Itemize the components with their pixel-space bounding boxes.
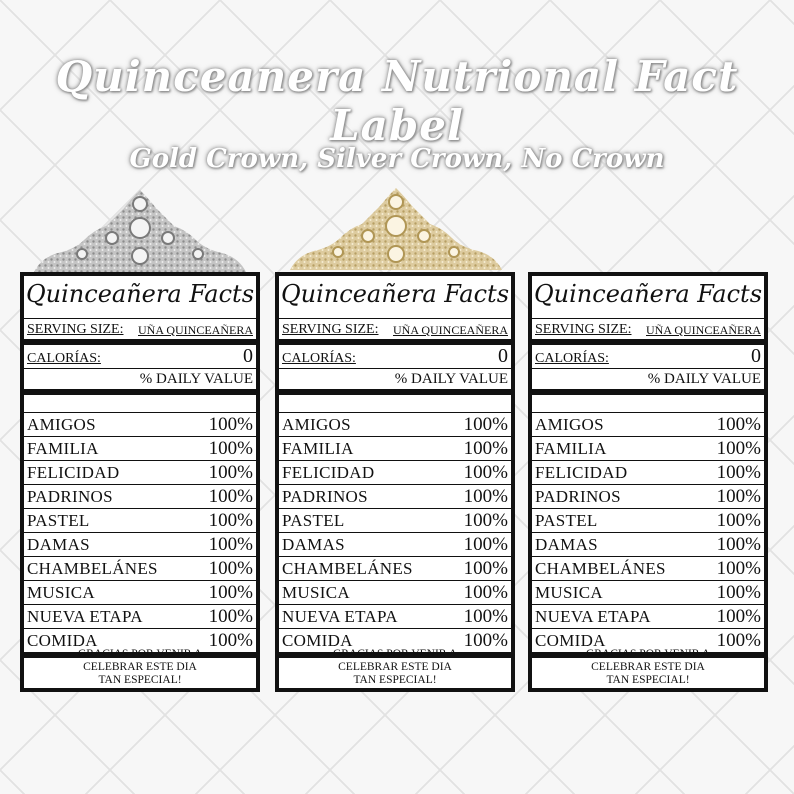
gold-crown-icon xyxy=(288,186,504,272)
page-subheading: Gold Crown, Silver Crown, No Crown xyxy=(129,144,665,174)
nutrient-row xyxy=(532,533,764,557)
nutrient-name: PADRINOS xyxy=(282,487,368,506)
nutrient-row xyxy=(279,581,511,605)
nutrient-row xyxy=(279,605,511,629)
nutrient-name: FAMILIA xyxy=(282,439,354,458)
nutrient-row xyxy=(24,581,256,605)
nutrient-value: 100% xyxy=(208,630,253,651)
serving-size-value: UÑA QUINCEAÑERA xyxy=(646,323,761,337)
daily-value-header: % DAILY VALUE xyxy=(394,371,508,387)
nutrient-value: 100% xyxy=(716,534,761,555)
nutrient-name: DAMAS xyxy=(27,535,90,554)
calorias-row xyxy=(279,346,511,369)
nutrient-name: DAMAS xyxy=(282,535,345,554)
nutrient-value: 100% xyxy=(463,438,508,459)
silver-crown-icon xyxy=(32,186,248,274)
nutrient-value: 100% xyxy=(463,558,508,579)
nutrition-label-3 xyxy=(528,272,768,692)
nutrient-row xyxy=(532,581,764,605)
nutrient-name: PASTEL xyxy=(535,511,598,530)
footer-line: GRACIAS POR VENIR A xyxy=(332,648,458,660)
nutrient-value: 100% xyxy=(716,486,761,507)
nutrient-row xyxy=(24,533,256,557)
serving-size-value: UÑA QUINCEAÑERA xyxy=(138,323,253,337)
nutrient-value: 100% xyxy=(208,462,253,483)
page-heading: Quinceanera Nutrional Fact Label xyxy=(55,52,739,150)
nutrient-row xyxy=(532,557,764,581)
serving-size-row xyxy=(279,319,511,345)
nutrient-name: CHAMBELÁNES xyxy=(282,559,413,578)
nutrient-row xyxy=(532,605,764,629)
nutrient-value: 100% xyxy=(463,606,508,627)
nutrient-value: 100% xyxy=(208,510,253,531)
nutrient-value: 100% xyxy=(716,414,761,435)
calorias-row xyxy=(24,346,256,369)
serving-size-value: UÑA QUINCEAÑERA xyxy=(393,323,508,337)
nutrient-name: MUSICA xyxy=(27,583,95,602)
nutrient-value: 100% xyxy=(208,414,253,435)
blank-row xyxy=(24,390,256,413)
nutrient-value: 100% xyxy=(463,510,508,531)
footer-line: CELEBRAR ESTE DIA xyxy=(83,661,197,673)
nutrient-row xyxy=(279,485,511,509)
label-title: Quinceañera Facts xyxy=(533,280,763,308)
daily-value-header: % DAILY VALUE xyxy=(647,371,761,387)
nutrient-name: COMIDA xyxy=(282,631,353,650)
nutrient-row xyxy=(532,437,764,461)
daily-value-header: % DAILY VALUE xyxy=(139,371,253,387)
nutrient-row xyxy=(24,557,256,581)
label-footer xyxy=(279,648,511,687)
nutrient-value: 100% xyxy=(716,462,761,483)
nutrient-name: DAMAS xyxy=(535,535,598,554)
nutrient-value: 100% xyxy=(463,462,508,483)
footer-line: TAN ESPECIAL! xyxy=(606,674,690,686)
nutrient-value: 100% xyxy=(716,438,761,459)
calorias-value: 0 xyxy=(498,345,508,367)
nutrient-row xyxy=(279,461,511,485)
nutrient-value: 100% xyxy=(463,534,508,555)
nutrient-name: MUSICA xyxy=(535,583,603,602)
nutrient-name: CHAMBELÁNES xyxy=(535,559,666,578)
nutrient-value: 100% xyxy=(463,414,508,435)
nutrient-name: PADRINOS xyxy=(27,487,113,506)
nutrient-value: 100% xyxy=(208,486,253,507)
nutrient-value: 100% xyxy=(208,582,253,603)
calorias-label: CALORÍAS: xyxy=(535,351,609,366)
blank-row xyxy=(279,390,511,413)
calorias-value: 0 xyxy=(243,345,253,367)
footer-line: CELEBRAR ESTE DIA xyxy=(591,661,705,673)
nutrient-value: 100% xyxy=(716,582,761,603)
label-title-row xyxy=(279,276,511,319)
footer-line: GRACIAS POR VENIR A xyxy=(585,648,711,660)
nutrient-row xyxy=(24,437,256,461)
nutrient-value: 100% xyxy=(463,486,508,507)
footer-line: CELEBRAR ESTE DIA xyxy=(338,661,452,673)
nutrient-value: 100% xyxy=(463,582,508,603)
nutrient-row xyxy=(24,485,256,509)
nutrient-value: 100% xyxy=(208,558,253,579)
footer-line: TAN ESPECIAL! xyxy=(353,674,437,686)
footer-line: GRACIAS POR VENIR A xyxy=(77,648,203,660)
nutrient-name: AMIGOS xyxy=(282,415,351,434)
nutrient-row xyxy=(532,509,764,533)
label-title: Quinceañera Facts xyxy=(280,280,510,308)
nutrient-value: 100% xyxy=(208,534,253,555)
nutrient-name: NUEVA ETAPA xyxy=(27,607,143,626)
nutrient-name: FELICIDAD xyxy=(282,463,375,482)
nutrient-value: 100% xyxy=(208,606,253,627)
nutrient-row xyxy=(532,485,764,509)
nutrition-label-1 xyxy=(20,272,260,692)
calorias-label: CALORÍAS: xyxy=(282,351,356,366)
label-footer xyxy=(532,648,764,687)
calorias-value: 0 xyxy=(751,345,761,367)
serving-size-row xyxy=(532,319,764,345)
serving-size-row xyxy=(24,319,256,345)
nutrient-value: 100% xyxy=(208,438,253,459)
nutrient-name: FELICIDAD xyxy=(535,463,628,482)
calorias-label: CALORÍAS: xyxy=(27,351,101,366)
nutrient-name: FAMILIA xyxy=(535,439,607,458)
nutrient-name: AMIGOS xyxy=(27,415,96,434)
calorias-row xyxy=(532,346,764,369)
nutrient-name: NUEVA ETAPA xyxy=(282,607,398,626)
nutrient-name: NUEVA ETAPA xyxy=(535,607,651,626)
nutrient-value: 100% xyxy=(716,558,761,579)
nutrition-label-2 xyxy=(275,272,515,692)
nutrient-row xyxy=(24,413,256,437)
blank-row xyxy=(532,390,764,413)
nutrient-row xyxy=(24,461,256,485)
label-title: Quinceañera Facts xyxy=(25,280,255,308)
nutrient-row xyxy=(279,533,511,557)
nutrient-name: PASTEL xyxy=(282,511,345,530)
nutrient-row xyxy=(532,413,764,437)
nutrient-row xyxy=(279,413,511,437)
nutrient-row xyxy=(24,509,256,533)
nutrient-name: CHAMBELÁNES xyxy=(27,559,158,578)
label-title-row xyxy=(24,276,256,319)
nutrient-row xyxy=(532,461,764,485)
nutrient-name: FELICIDAD xyxy=(27,463,120,482)
nutrient-name: FAMILIA xyxy=(27,439,99,458)
footer-line: TAN ESPECIAL! xyxy=(98,674,182,686)
serving-size-label: SERVING SIZE: xyxy=(535,322,632,337)
nutrient-value: 100% xyxy=(716,510,761,531)
nutrient-name: AMIGOS xyxy=(535,415,604,434)
nutrient-name: COMIDA xyxy=(27,631,98,650)
label-title-row xyxy=(532,276,764,319)
nutrient-value: 100% xyxy=(463,630,508,651)
serving-size-label: SERVING SIZE: xyxy=(27,322,124,337)
nutrient-value: 100% xyxy=(716,606,761,627)
label-footer xyxy=(24,648,256,687)
nutrient-name: MUSICA xyxy=(282,583,350,602)
nutrient-value: 100% xyxy=(716,630,761,651)
nutrient-row xyxy=(279,557,511,581)
nutrient-row xyxy=(279,509,511,533)
serving-size-label: SERVING SIZE: xyxy=(282,322,379,337)
nutrient-row xyxy=(24,605,256,629)
nutrient-row xyxy=(279,437,511,461)
nutrient-name: PADRINOS xyxy=(535,487,621,506)
nutrient-name: PASTEL xyxy=(27,511,90,530)
nutrient-name: COMIDA xyxy=(535,631,606,650)
